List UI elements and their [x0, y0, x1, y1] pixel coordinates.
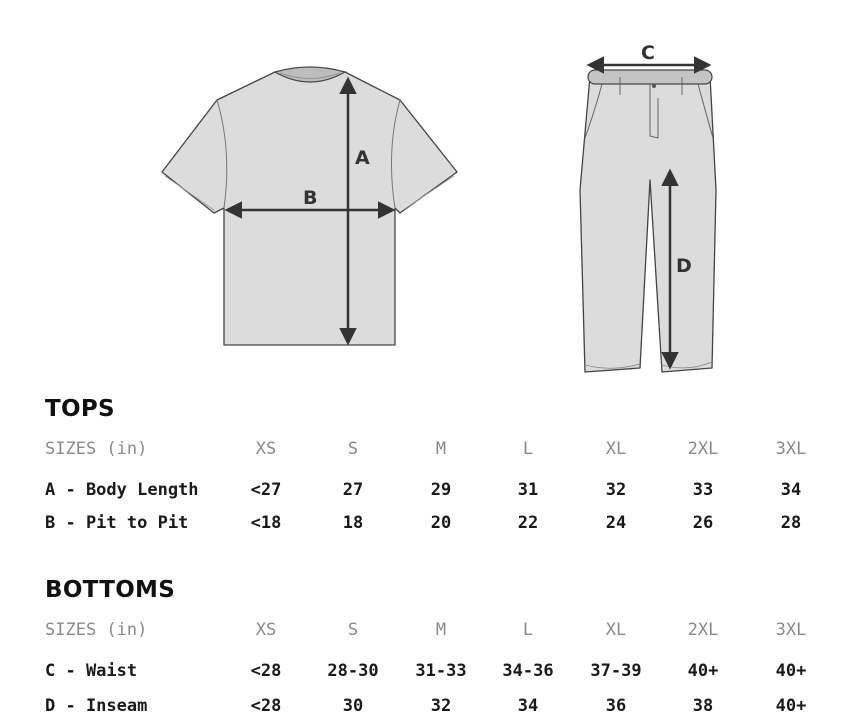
table-cell: <27: [250, 480, 282, 500]
measure-label-d: D: [676, 255, 692, 277]
measure-label-b: B: [303, 187, 318, 209]
table-header-label: SIZES (in): [45, 439, 148, 459]
table-row-body-length: [0, 479, 847, 501]
size-xl-header: XL: [605, 439, 627, 459]
size-xs-header: XS: [255, 620, 277, 640]
size-m-header: M: [435, 439, 447, 459]
table-cell: 34-36: [502, 661, 554, 681]
row-label: B - Pit to Pit: [45, 513, 189, 533]
size-l-header: L: [522, 439, 534, 459]
table-cell: 40+: [775, 661, 807, 681]
size-xl-header: XL: [605, 620, 627, 640]
table-cell: 33: [692, 480, 714, 500]
size-2xl-header: 2XL: [687, 620, 719, 640]
table-cell: <18: [250, 513, 282, 533]
table-cell: 40+: [775, 696, 807, 716]
row-label: C - Waist: [45, 661, 138, 681]
table-cell: 38: [692, 696, 714, 716]
table-row-waist: [0, 660, 847, 682]
table-header-label: SIZES (in): [45, 620, 148, 640]
table-cell: 20: [430, 513, 452, 533]
bottoms-header-row: [0, 619, 847, 641]
table-cell: 26: [692, 513, 714, 533]
row-label: D - Inseam: [45, 696, 148, 716]
table-cell: 28: [780, 513, 802, 533]
table-row-inseam: [0, 695, 847, 717]
table-row-pit-to-pit: [0, 512, 847, 534]
table-cell: 18: [342, 513, 364, 533]
table-cell: 31: [517, 480, 539, 500]
table-cell: 30: [342, 696, 364, 716]
table-cell: 29: [430, 480, 452, 500]
size-3xl-header: 3XL: [775, 620, 807, 640]
table-cell: 36: [605, 696, 627, 716]
size-m-header: M: [435, 620, 447, 640]
bottoms-section-title: BOTTOMS: [45, 577, 176, 603]
pants-body: [580, 76, 716, 372]
table-cell: 37-39: [590, 661, 642, 681]
table-cell: 27: [342, 480, 364, 500]
measure-label-c: C: [641, 42, 655, 64]
size-s-header: S: [347, 439, 359, 459]
table-cell: 34: [517, 696, 539, 716]
row-label: A - Body Length: [45, 480, 199, 500]
size-s-header: S: [347, 620, 359, 640]
table-cell: 31-33: [415, 661, 467, 681]
table-cell: 28-30: [327, 661, 379, 681]
size-l-header: L: [522, 620, 534, 640]
table-cell: <28: [250, 696, 282, 716]
pants-button: [652, 84, 656, 88]
table-cell: 40+: [687, 661, 719, 681]
tops-section-title: TOPS: [45, 396, 115, 422]
table-cell: 22: [517, 513, 539, 533]
table-cell: 34: [780, 480, 802, 500]
tops-header-row: [0, 438, 847, 460]
size-3xl-header: 3XL: [775, 439, 807, 459]
table-cell: <28: [250, 661, 282, 681]
table-cell: 32: [605, 480, 627, 500]
pants-waistband: [588, 70, 712, 84]
table-cell: 32: [430, 696, 452, 716]
size-xs-header: XS: [255, 439, 277, 459]
pants-illustration: [580, 70, 716, 372]
table-cell: 24: [605, 513, 627, 533]
measure-label-a: A: [355, 147, 370, 169]
size-2xl-header: 2XL: [687, 439, 719, 459]
